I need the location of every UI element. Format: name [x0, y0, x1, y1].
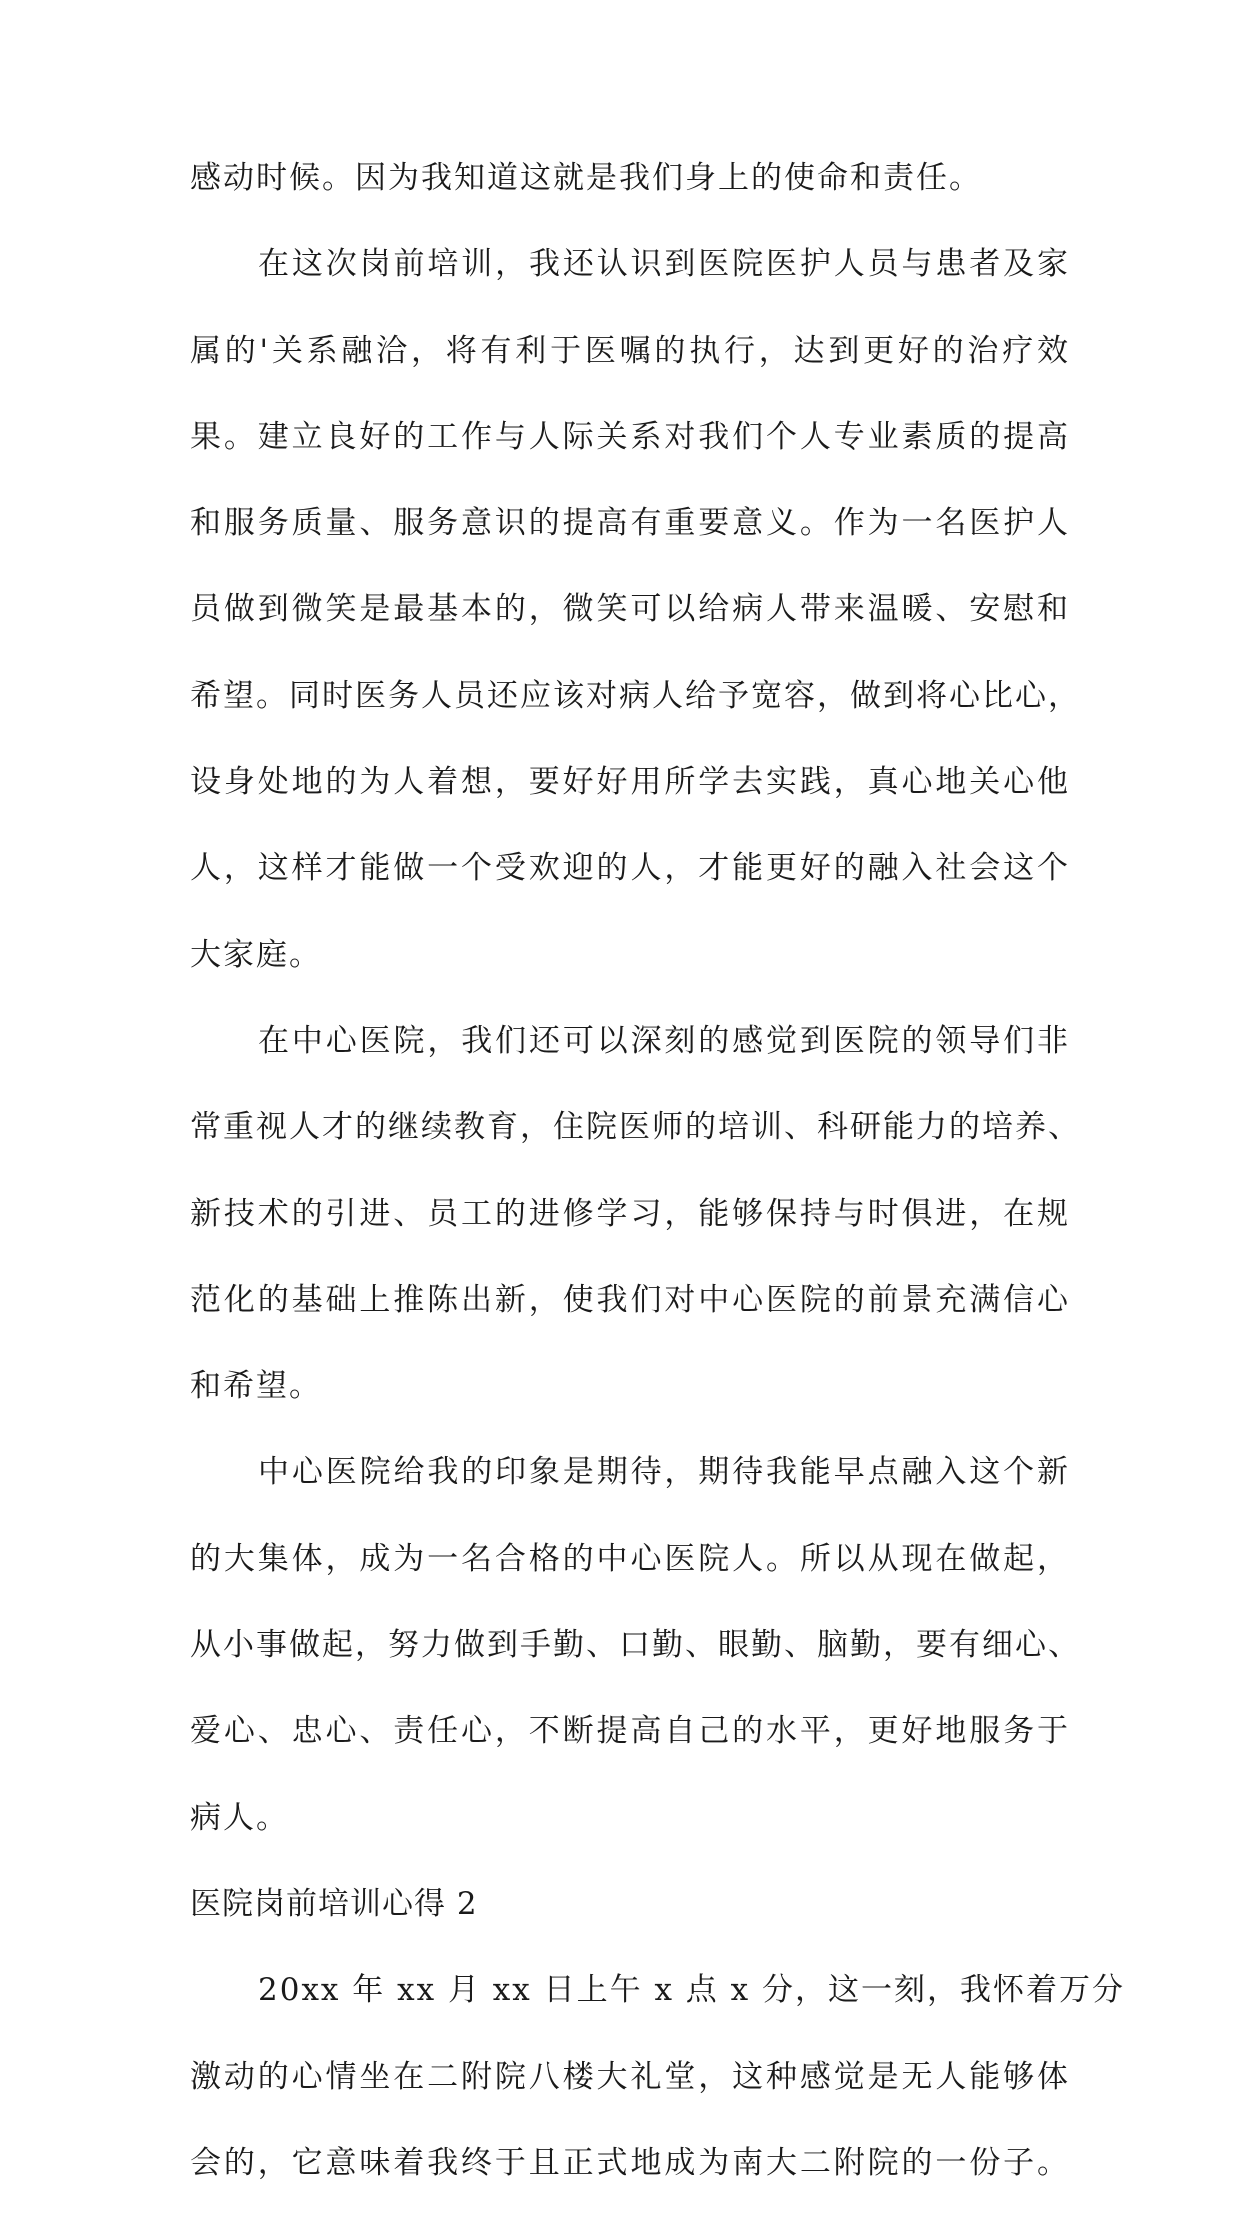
text-line: 病人。 [190, 1799, 289, 1836]
text-line: 大家庭。 [190, 936, 322, 973]
section-heading: 医院岗前培训心得 2 [190, 1885, 478, 1922]
text-line: 从小事做起，努力做到手勤、口勤、眼勤、脑勤，要有细心、 [190, 1627, 1081, 1664]
text-line: 果。建立良好的工作与人际关系对我们个人专业素质的提高 [190, 418, 1070, 455]
text-line: 常重视人才的继续教育，住院医师的培训、科研能力的培养、 [190, 1109, 1081, 1146]
text-line: 范化的基础上推陈出新，使我们对中心医院的前景充满信心 [190, 1281, 1070, 1318]
text-line: 希望。同时医务人员还应该对病人给予宽容，做到将心比心， [190, 677, 1081, 714]
text-line: 人，这样才能做一个受欢迎的人，才能更好的融入社会这个 [190, 850, 1070, 887]
text-line: 会的，它意味着我终于且正式地成为南大二附院的一份子。 [190, 2144, 1070, 2181]
text-line: 在中心医院，我们还可以深刻的感觉到医院的领导们非 [258, 1022, 1070, 1059]
text-line: 属的'关系融洽，将有利于医嘱的执行，达到更好的治疗效 [190, 332, 1070, 369]
text-line: 和服务质量、服务意识的提高有重要意义。作为一名医护人 [190, 505, 1070, 542]
text-line: 的大集体，成为一名合格的中心医院人。所以从现在做起， [190, 1540, 1070, 1577]
text-line: 激动的心情坐在二附院八楼大礼堂，这种感觉是无人能够体 [190, 2058, 1070, 2095]
document-body [190, 158, 1125, 2229]
text-line: 感动时候。因为我知道这就是我们身上的使命和责任。 [190, 160, 982, 196]
text-line: 设身处地的为人着想，要好好用所学去实践，真心地关心他 [190, 764, 1070, 801]
text-line: 员做到微笑是最基本的，微笑可以给病人带来温暖、安慰和 [190, 591, 1070, 628]
text-line: 和希望。 [190, 1368, 322, 1405]
text-line: 20xx 年 xx 月 xx 日上午 x 点 x 分，这一刻，我怀着万分 [258, 1972, 1125, 2009]
text-line: 新技术的引进、员工的进修学习，能够保持与时俱进，在规 [190, 1195, 1070, 1232]
text-line: 在这次岗前培训，我还认识到医院医护人员与患者及家 [258, 246, 1070, 283]
text-line: 爱心、忠心、责任心，不断提高自己的水平，更好地服务于 [190, 1713, 1070, 1750]
text-line: 中心医院给我的印象是期待，期待我能早点融入这个新 [258, 1454, 1070, 1491]
